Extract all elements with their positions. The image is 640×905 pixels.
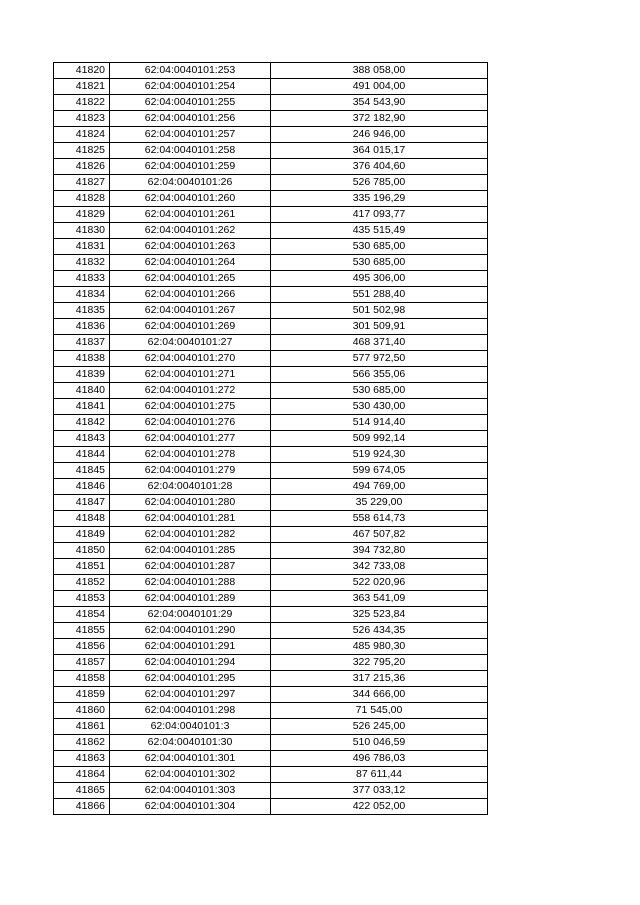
table-row bbox=[54, 543, 488, 559]
cadastral-value: 467 507,82 bbox=[271, 527, 488, 543]
table-row bbox=[54, 255, 488, 271]
cadastral-value: 364 015,17 bbox=[271, 143, 488, 159]
cadastral-value: 325 523,84 bbox=[271, 607, 488, 623]
table-row bbox=[54, 671, 488, 687]
cadastral-number: 62:04:0040101:287 bbox=[110, 559, 271, 575]
row-number: 41827 bbox=[54, 175, 110, 191]
cadastral-number: 62:04:0040101:263 bbox=[110, 239, 271, 255]
table-row bbox=[54, 703, 488, 719]
cadastral-number: 62:04:0040101:301 bbox=[110, 751, 271, 767]
cadastral-number: 62:04:0040101:280 bbox=[110, 495, 271, 511]
cadastral-number: 62:04:0040101:267 bbox=[110, 303, 271, 319]
cadastral-value: 519 924,30 bbox=[271, 447, 488, 463]
table-row bbox=[54, 287, 488, 303]
cadastral-number: 62:04:0040101:257 bbox=[110, 127, 271, 143]
cadastral-number: 62:04:0040101:276 bbox=[110, 415, 271, 431]
row-number: 41831 bbox=[54, 239, 110, 255]
cadastral-number: 62:04:0040101:265 bbox=[110, 271, 271, 287]
cadastral-number: 62:04:0040101:253 bbox=[110, 63, 271, 79]
cadastral-value: 372 182,90 bbox=[271, 111, 488, 127]
table-row bbox=[54, 95, 488, 111]
row-number: 41834 bbox=[54, 287, 110, 303]
cadastral-value: 388 058,00 bbox=[271, 63, 488, 79]
cadastral-value: 599 674,05 bbox=[271, 463, 488, 479]
cadastral-number: 62:04:0040101:266 bbox=[110, 287, 271, 303]
row-number: 41842 bbox=[54, 415, 110, 431]
table-row bbox=[54, 559, 488, 575]
table-row bbox=[54, 383, 488, 399]
row-number: 41851 bbox=[54, 559, 110, 575]
row-number: 41822 bbox=[54, 95, 110, 111]
table-row bbox=[54, 207, 488, 223]
cadastral-number: 62:04:0040101:285 bbox=[110, 543, 271, 559]
cadastral-value: 394 732,80 bbox=[271, 543, 488, 559]
cadastral-number: 62:04:0040101:298 bbox=[110, 703, 271, 719]
row-number: 41833 bbox=[54, 271, 110, 287]
cadastral-value: 526 434,35 bbox=[271, 623, 488, 639]
cadastral-value-table bbox=[53, 62, 488, 815]
table-row bbox=[54, 799, 488, 815]
cadastral-number: 62:04:0040101:269 bbox=[110, 319, 271, 335]
row-number: 41854 bbox=[54, 607, 110, 623]
table-row bbox=[54, 271, 488, 287]
cadastral-value: 530 685,00 bbox=[271, 239, 488, 255]
row-number: 41830 bbox=[54, 223, 110, 239]
cadastral-value: 566 355,06 bbox=[271, 367, 488, 383]
table-row bbox=[54, 159, 488, 175]
cadastral-number: 62:04:0040101:258 bbox=[110, 143, 271, 159]
table-row bbox=[54, 623, 488, 639]
cadastral-number: 62:04:0040101:29 bbox=[110, 607, 271, 623]
cadastral-value: 35 229,00 bbox=[271, 495, 488, 511]
table-row bbox=[54, 735, 488, 751]
cadastral-number: 62:04:0040101:262 bbox=[110, 223, 271, 239]
cadastral-value: 551 288,40 bbox=[271, 287, 488, 303]
table-row bbox=[54, 335, 488, 351]
table-row bbox=[54, 175, 488, 191]
row-number: 41861 bbox=[54, 719, 110, 735]
row-number: 41858 bbox=[54, 671, 110, 687]
row-number: 41853 bbox=[54, 591, 110, 607]
cadastral-value: 417 093,77 bbox=[271, 207, 488, 223]
cadastral-value: 435 515,49 bbox=[271, 223, 488, 239]
cadastral-number: 62:04:0040101:270 bbox=[110, 351, 271, 367]
cadastral-value: 522 020,96 bbox=[271, 575, 488, 591]
cadastral-value: 509 992,14 bbox=[271, 431, 488, 447]
row-number: 41821 bbox=[54, 79, 110, 95]
table-row bbox=[54, 415, 488, 431]
row-number: 41857 bbox=[54, 655, 110, 671]
row-number: 41845 bbox=[54, 463, 110, 479]
table-row bbox=[54, 63, 488, 79]
cadastral-value: 335 196,29 bbox=[271, 191, 488, 207]
table-body bbox=[54, 63, 488, 815]
table-row bbox=[54, 655, 488, 671]
cadastral-value: 495 306,00 bbox=[271, 271, 488, 287]
cadastral-value: 301 509,91 bbox=[271, 319, 488, 335]
row-number: 41828 bbox=[54, 191, 110, 207]
row-number: 41840 bbox=[54, 383, 110, 399]
table-row bbox=[54, 351, 488, 367]
cadastral-number: 62:04:0040101:281 bbox=[110, 511, 271, 527]
cadastral-number: 62:04:0040101:290 bbox=[110, 623, 271, 639]
cadastral-number: 62:04:0040101:288 bbox=[110, 575, 271, 591]
table-row bbox=[54, 575, 488, 591]
row-number: 41820 bbox=[54, 63, 110, 79]
table-row bbox=[54, 591, 488, 607]
cadastral-value: 322 795,20 bbox=[271, 655, 488, 671]
cadastral-value: 485 980,30 bbox=[271, 639, 488, 655]
row-number: 41843 bbox=[54, 431, 110, 447]
table-row bbox=[54, 127, 488, 143]
cadastral-number: 62:04:0040101:30 bbox=[110, 735, 271, 751]
cadastral-number: 62:04:0040101:26 bbox=[110, 175, 271, 191]
cadastral-value: 491 004,00 bbox=[271, 79, 488, 95]
row-number: 41866 bbox=[54, 799, 110, 815]
table-row bbox=[54, 751, 488, 767]
row-number: 41860 bbox=[54, 703, 110, 719]
table-row bbox=[54, 719, 488, 735]
cadastral-value: 344 666,00 bbox=[271, 687, 488, 703]
cadastral-value: 317 215,36 bbox=[271, 671, 488, 687]
row-number: 41839 bbox=[54, 367, 110, 383]
cadastral-number: 62:04:0040101:27 bbox=[110, 335, 271, 351]
cadastral-value: 501 502,98 bbox=[271, 303, 488, 319]
cadastral-value: 377 033,12 bbox=[271, 783, 488, 799]
table-row bbox=[54, 223, 488, 239]
cadastral-value: 526 245,00 bbox=[271, 719, 488, 735]
table-row bbox=[54, 495, 488, 511]
cadastral-value: 496 786,03 bbox=[271, 751, 488, 767]
table-row bbox=[54, 143, 488, 159]
row-number: 41855 bbox=[54, 623, 110, 639]
cadastral-value: 363 541,09 bbox=[271, 591, 488, 607]
cadastral-number: 62:04:0040101:272 bbox=[110, 383, 271, 399]
row-number: 41841 bbox=[54, 399, 110, 415]
cadastral-value: 558 614,73 bbox=[271, 511, 488, 527]
row-number: 41856 bbox=[54, 639, 110, 655]
cadastral-number: 62:04:0040101:254 bbox=[110, 79, 271, 95]
row-number: 41824 bbox=[54, 127, 110, 143]
row-number: 41832 bbox=[54, 255, 110, 271]
row-number: 41850 bbox=[54, 543, 110, 559]
cadastral-number: 62:04:0040101:282 bbox=[110, 527, 271, 543]
row-number: 41829 bbox=[54, 207, 110, 223]
table-row bbox=[54, 111, 488, 127]
cadastral-number: 62:04:0040101:28 bbox=[110, 479, 271, 495]
table-row bbox=[54, 79, 488, 95]
table-row bbox=[54, 527, 488, 543]
table-row bbox=[54, 239, 488, 255]
cadastral-value: 526 785,00 bbox=[271, 175, 488, 191]
cadastral-number: 62:04:0040101:294 bbox=[110, 655, 271, 671]
cadastral-value: 71 545,00 bbox=[271, 703, 488, 719]
cadastral-value: 342 733,08 bbox=[271, 559, 488, 575]
table-row bbox=[54, 319, 488, 335]
row-number: 41852 bbox=[54, 575, 110, 591]
cadastral-value: 376 404,60 bbox=[271, 159, 488, 175]
row-number: 41838 bbox=[54, 351, 110, 367]
cadastral-number: 62:04:0040101:255 bbox=[110, 95, 271, 111]
cadastral-number: 62:04:0040101:297 bbox=[110, 687, 271, 703]
row-number: 41859 bbox=[54, 687, 110, 703]
table-row bbox=[54, 447, 488, 463]
row-number: 41862 bbox=[54, 735, 110, 751]
cadastral-number: 62:04:0040101:261 bbox=[110, 207, 271, 223]
row-number: 41823 bbox=[54, 111, 110, 127]
cadastral-number: 62:04:0040101:277 bbox=[110, 431, 271, 447]
cadastral-value: 530 685,00 bbox=[271, 383, 488, 399]
cadastral-number: 62:04:0040101:271 bbox=[110, 367, 271, 383]
table-row bbox=[54, 367, 488, 383]
table-row bbox=[54, 431, 488, 447]
cadastral-value: 422 052,00 bbox=[271, 799, 488, 815]
table-row bbox=[54, 687, 488, 703]
row-number: 41826 bbox=[54, 159, 110, 175]
cadastral-number: 62:04:0040101:302 bbox=[110, 767, 271, 783]
cadastral-value: 530 685,00 bbox=[271, 255, 488, 271]
table-row bbox=[54, 511, 488, 527]
table-row bbox=[54, 639, 488, 655]
table-row bbox=[54, 399, 488, 415]
cadastral-number: 62:04:0040101:295 bbox=[110, 671, 271, 687]
table-row bbox=[54, 463, 488, 479]
cadastral-value: 514 914,40 bbox=[271, 415, 488, 431]
row-number: 41825 bbox=[54, 143, 110, 159]
cadastral-value: 246 946,00 bbox=[271, 127, 488, 143]
cadastral-number: 62:04:0040101:3 bbox=[110, 719, 271, 735]
table-row bbox=[54, 783, 488, 799]
cadastral-value: 494 769,00 bbox=[271, 479, 488, 495]
cadastral-number: 62:04:0040101:278 bbox=[110, 447, 271, 463]
table-row bbox=[54, 767, 488, 783]
cadastral-value: 510 046,59 bbox=[271, 735, 488, 751]
row-number: 41846 bbox=[54, 479, 110, 495]
row-number: 41865 bbox=[54, 783, 110, 799]
cadastral-value: 577 972,50 bbox=[271, 351, 488, 367]
cadastral-value: 87 611,44 bbox=[271, 767, 488, 783]
cadastral-number: 62:04:0040101:264 bbox=[110, 255, 271, 271]
row-number: 41863 bbox=[54, 751, 110, 767]
cadastral-value: 354 543,90 bbox=[271, 95, 488, 111]
row-number: 41835 bbox=[54, 303, 110, 319]
row-number: 41837 bbox=[54, 335, 110, 351]
cadastral-number: 62:04:0040101:256 bbox=[110, 111, 271, 127]
table-row bbox=[54, 607, 488, 623]
cadastral-number: 62:04:0040101:279 bbox=[110, 463, 271, 479]
row-number: 41836 bbox=[54, 319, 110, 335]
row-number: 41844 bbox=[54, 447, 110, 463]
row-number: 41848 bbox=[54, 511, 110, 527]
cadastral-number: 62:04:0040101:275 bbox=[110, 399, 271, 415]
cadastral-number: 62:04:0040101:303 bbox=[110, 783, 271, 799]
table-row bbox=[54, 303, 488, 319]
cadastral-number: 62:04:0040101:304 bbox=[110, 799, 271, 815]
cadastral-value: 468 371,40 bbox=[271, 335, 488, 351]
cadastral-number: 62:04:0040101:260 bbox=[110, 191, 271, 207]
row-number: 41864 bbox=[54, 767, 110, 783]
table-row bbox=[54, 191, 488, 207]
cadastral-number: 62:04:0040101:259 bbox=[110, 159, 271, 175]
row-number: 41849 bbox=[54, 527, 110, 543]
row-number: 41847 bbox=[54, 495, 110, 511]
cadastral-value: 530 430,00 bbox=[271, 399, 488, 415]
table-row bbox=[54, 479, 488, 495]
cadastral-number: 62:04:0040101:289 bbox=[110, 591, 271, 607]
cadastral-number: 62:04:0040101:291 bbox=[110, 639, 271, 655]
